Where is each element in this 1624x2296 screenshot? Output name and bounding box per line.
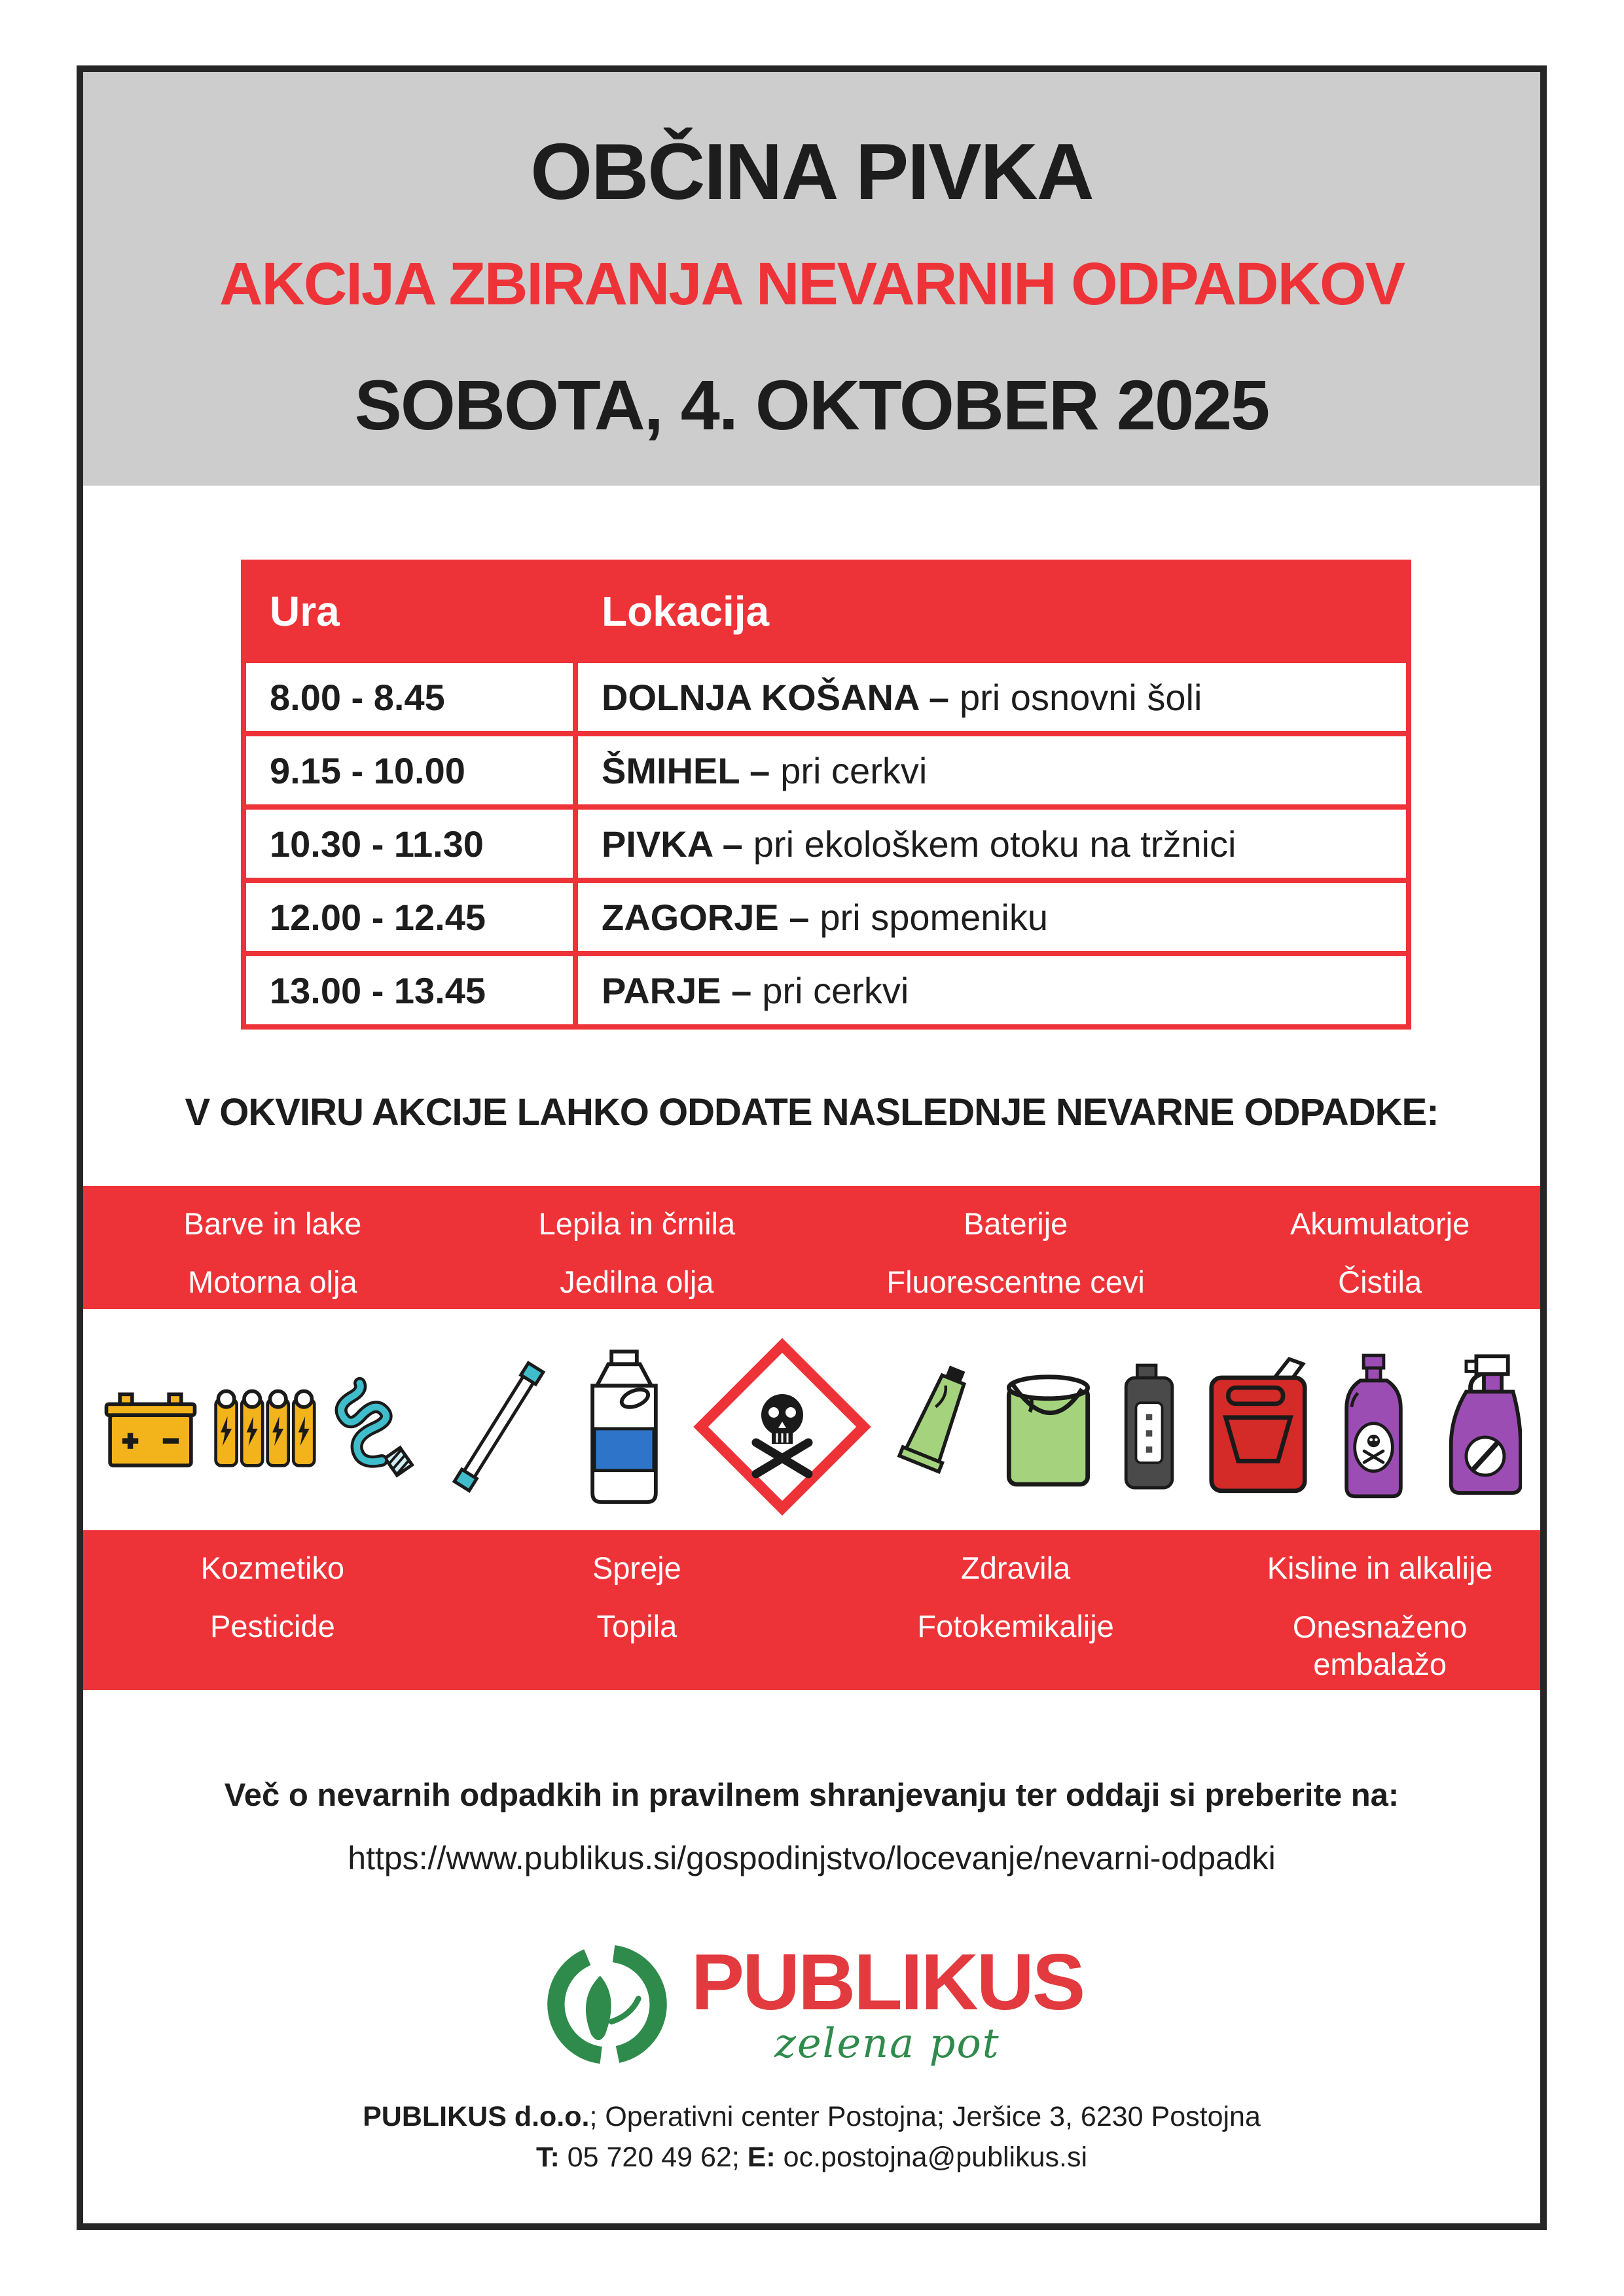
column-header-location: Lokacija: [575, 562, 1409, 660]
cfl-bulb-icon: [329, 1361, 421, 1492]
location-detail: pri cerkvi: [762, 969, 909, 1011]
location-cell: [575, 880, 1409, 954]
location-name: PIVKA –: [602, 823, 743, 865]
logo-wordmark: PUBLIKUS: [691, 1937, 1084, 2026]
info-url: https://www.publikus.si/gospodinjstvo/locevanje/nevarni-odpadki: [348, 1840, 1276, 1876]
location-detail: pri spomeniku: [820, 896, 1049, 938]
waste-category: Barve in lake: [183, 1206, 362, 1241]
header-band: [83, 72, 1540, 486]
toxic-hazard-diamond-icon: [684, 1329, 880, 1525]
waste-category-cell: [812, 1186, 1219, 1309]
waste-heading: V OKVIRU AKCIJE LAHKO ODDATE NASLEDNJE NEVARNE ODPADKE:: [185, 1091, 1439, 1134]
waste-category: Akumulatorje: [1290, 1206, 1470, 1241]
waste-category: Topila: [596, 1609, 677, 1643]
car-battery-icon: [101, 1378, 200, 1476]
glue-tube-icon: [893, 1357, 981, 1498]
time-cell: 10.30 - 11.30: [244, 807, 575, 880]
poster-frame: [77, 65, 1547, 2230]
waste-category: Kozmetiko: [200, 1551, 345, 1585]
hazardous-waste-icons-strip: [83, 1323, 1540, 1530]
oil-bottle-icon: [1115, 1360, 1183, 1494]
time-cell: 13.00 - 13.45: [244, 954, 575, 1027]
waste-category: Motorna olja: [188, 1265, 357, 1299]
waste-band-bottom: [83, 1530, 1540, 1690]
waste-category-cell: [1219, 1186, 1540, 1309]
table-header-row: [244, 562, 1409, 660]
column-header-time: Ura: [244, 562, 575, 660]
waste-category: Pesticide: [210, 1609, 335, 1643]
waste-category: Zdravila: [961, 1551, 1071, 1585]
more-info-text: Več o nevarnih odpadkih in pravilnem shranjevanju ter oddaji si preberite na:: [224, 1778, 1399, 1813]
poison-bottle-icon: [1333, 1350, 1415, 1504]
location-detail: pri cerkvi: [780, 749, 928, 791]
footer-contact-line: [83, 2142, 1540, 2174]
footer-phone-label: T:: [535, 2142, 560, 2173]
footer-email: oc.postojna@publikus.si: [775, 2142, 1088, 2173]
spray-bottle-icon: [1427, 1350, 1522, 1504]
footer-phone: 05 720 49 62;: [559, 2142, 748, 2173]
location-cell: [575, 660, 1409, 734]
table-row: [244, 660, 1409, 734]
location-detail: pri osnovni šoli: [960, 676, 1202, 718]
waste-category: Jedilna olja: [560, 1265, 714, 1299]
bleach-bottle-icon: [577, 1348, 672, 1506]
time-cell: 9.15 - 10.00: [244, 734, 575, 807]
location-cell: [575, 734, 1409, 807]
footer-address: ; Operativni center Postojna; Jeršice 3, 6230 Postojna: [589, 2101, 1261, 2132]
location-name: PARJE –: [602, 969, 752, 1011]
fluorescent-tube-icon: [433, 1345, 564, 1509]
table-row: [244, 734, 1409, 807]
schedule-table: [241, 560, 1411, 1030]
waste-band-top: [83, 1186, 1540, 1309]
page-title: OBČINA PIVKA: [530, 127, 1093, 216]
time-cell: 12.00 - 12.45: [244, 880, 575, 954]
waste-category-cell: [1219, 1530, 1540, 1690]
waste-category: Baterije: [963, 1206, 1068, 1241]
jerry-can-icon: [1196, 1355, 1320, 1499]
waste-category: Čistila: [1338, 1265, 1422, 1299]
location-detail: pri ekološkem otoku na tržnici: [753, 823, 1236, 865]
aa-batteries-icon: [212, 1378, 317, 1476]
location-name: ŠMIHEL –: [602, 749, 770, 791]
waste-category: Onesnaženo embalažo: [1292, 1609, 1468, 1682]
paint-bucket-icon: [994, 1357, 1102, 1498]
waste-category: Fluorescentne cevi: [886, 1265, 1145, 1299]
waste-category: Fotokemikalije: [917, 1609, 1114, 1643]
waste-category: Spreje: [592, 1551, 681, 1585]
publikus-leaf-emblem-icon: [540, 1937, 674, 2072]
event-date: SOBOTA, 4. OKTOBER 2025: [354, 365, 1269, 444]
waste-category-cell: [462, 1530, 812, 1690]
waste-category-cell: [462, 1186, 812, 1309]
table-row: [244, 954, 1409, 1027]
table-row: [244, 807, 1409, 880]
waste-category-cell: [812, 1530, 1219, 1690]
location-cell: [575, 954, 1409, 1027]
campaign-title: AKCIJA ZBIRANJA NEVARNIH ODPADKOV: [219, 251, 1404, 317]
waste-category: Lepila in črnila: [538, 1206, 736, 1241]
footer-email-label: E:: [747, 2142, 776, 2173]
waste-category-cell: [83, 1530, 462, 1690]
waste-category: Kisline in alkalije: [1267, 1551, 1493, 1585]
location-name: DOLNJA KOŠANA –: [602, 676, 950, 718]
location-cell: [575, 807, 1409, 880]
footer-address-line: [83, 2101, 1540, 2133]
publikus-logo: [83, 1931, 1540, 2078]
table-row: [244, 880, 1409, 954]
waste-category-cell: [83, 1186, 462, 1309]
location-name: ZAGORJE –: [602, 896, 810, 938]
time-cell: 8.00 - 8.45: [244, 660, 575, 734]
footer-company: PUBLIKUS d.o.o.: [363, 2101, 590, 2132]
logo-text: [691, 1937, 1084, 2067]
logo-tagline: zelena pot: [774, 2019, 1000, 2067]
